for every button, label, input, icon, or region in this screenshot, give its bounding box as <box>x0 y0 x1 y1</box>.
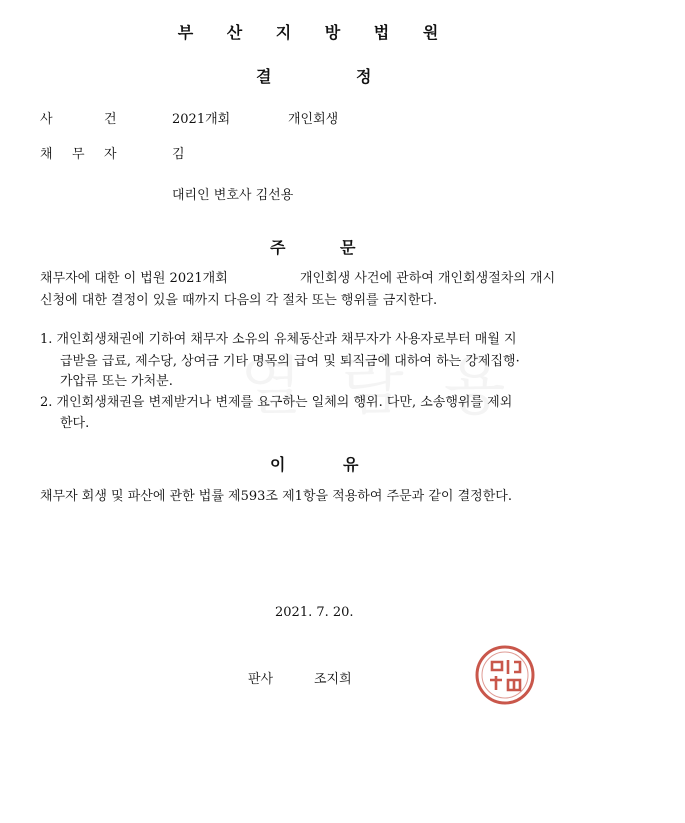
item1-line1: 1. 개인회생채권에 기하여 채무자 소유의 유체동산과 채무자가 사용자로부터 매월 지 <box>40 332 517 347</box>
item2-line2: 한다. <box>60 416 90 431</box>
judge-title: 판사 <box>248 672 274 687</box>
watermark <box>240 335 545 427</box>
reason-text: 채무자 회생 및 파산에 관한 법률 제593조 제1항을 적용하여 주문과 같이 결정한다. <box>40 489 512 504</box>
decision-date: 2021. 7. 20. <box>275 605 354 620</box>
reason-heading-right: 유 <box>343 455 359 474</box>
item1-line2: 급받을 급료, 제수당, 상여금 기타 명목의 급여 및 퇴직금에 대하여 하는 강제집행· <box>60 354 520 369</box>
court-seal-icon <box>470 640 540 710</box>
debtor-name: 김 <box>172 147 185 162</box>
item2-line1: 2. 개인회생채권을 변제받거나 변제를 요구하는 일체의 행위. 다만, 소송행위를 제외 <box>40 395 513 410</box>
doc-type-left: 결 <box>256 67 272 86</box>
debtor-label-c: 자 <box>104 147 117 162</box>
case-label-b: 건 <box>104 112 117 127</box>
debtor-label-b: 무 <box>72 147 85 162</box>
case-label-a: 사 <box>40 112 53 127</box>
judge-name: 조지희 <box>314 672 352 687</box>
case-type: 개인회생 <box>288 112 339 127</box>
main-order-heading-left: 주 <box>270 238 286 257</box>
main-order-intro-part1: 채무자에 대한 이 법원 2021개회 <box>40 271 228 286</box>
reason-heading-left: 이 <box>270 455 286 474</box>
doc-type-right: 정 <box>356 67 372 86</box>
court-name: 부 산 지 방 법 원 <box>177 23 453 42</box>
item1-line3: 가압류 또는 가처분. <box>60 374 173 389</box>
main-order-heading-right: 문 <box>340 238 356 257</box>
main-order-intro-part2: 개인회생 사건에 관하여 개인회생절차의 개시 <box>300 271 556 286</box>
main-order-intro-line2: 신청에 대한 결정이 있을 때까지 다음의 각 절차 또는 행위를 금지한다. <box>40 293 438 308</box>
debtor-label-a: 채 <box>40 147 53 162</box>
debtor-agent: 대리인 변호사 김선용 <box>172 188 294 203</box>
case-number: 2021개회 <box>172 112 231 127</box>
